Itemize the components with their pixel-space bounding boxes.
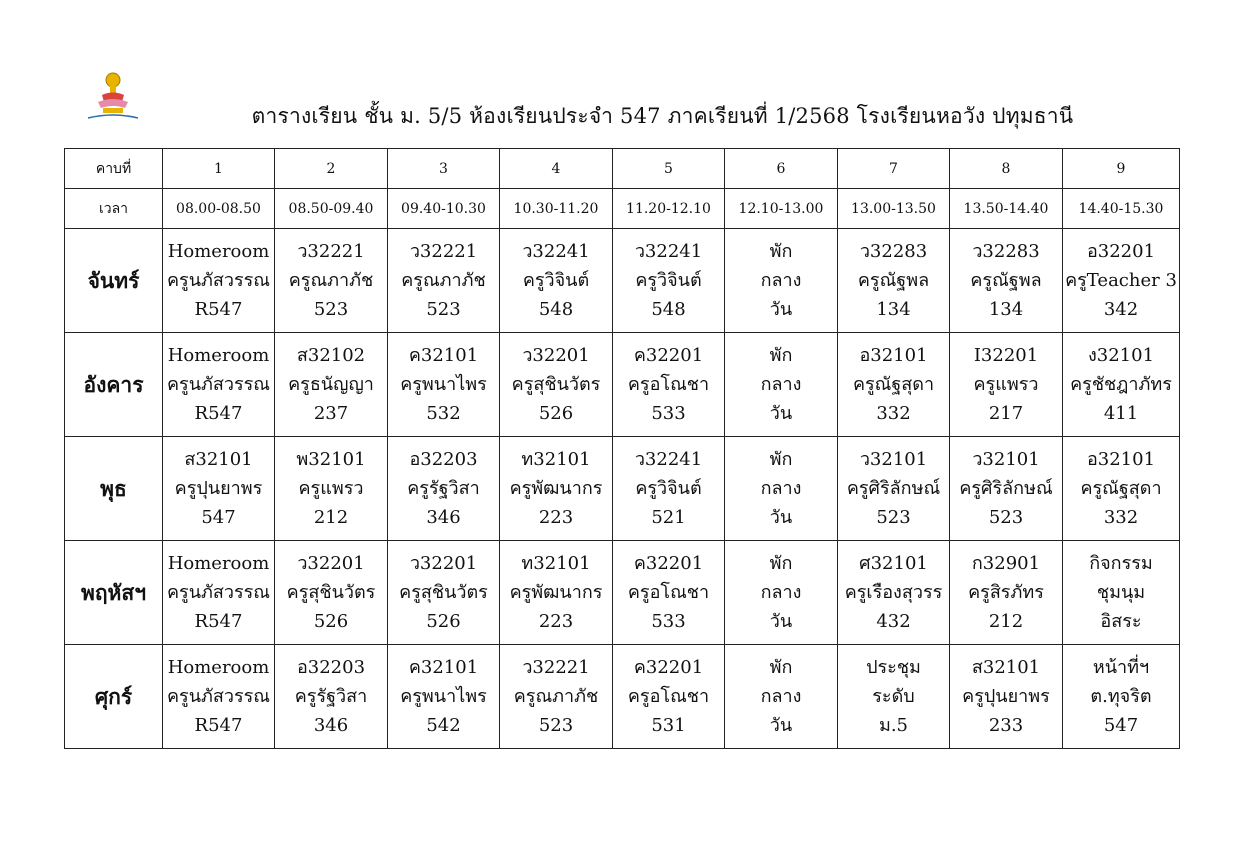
room-number: 237	[313, 403, 349, 424]
class-cell	[275, 541, 388, 645]
room-number: วัน	[769, 507, 793, 528]
room-number: 346	[313, 715, 349, 736]
period-time: 08.50-09.40	[275, 189, 388, 229]
teacher-name: ครูวิจินต์	[522, 270, 590, 291]
class-cell	[613, 541, 725, 645]
day-name: พุธ	[65, 437, 163, 541]
class-cell	[275, 333, 388, 437]
class-cell	[950, 645, 1063, 749]
subject-code: ว32241	[634, 449, 703, 470]
teacher-name: ครูณภาภัช	[401, 270, 486, 291]
subject-code: อ32101	[859, 345, 928, 366]
teacher-name: ครูสิรภัทร	[968, 582, 1044, 603]
room-number: วัน	[769, 403, 793, 424]
class-cell	[388, 333, 500, 437]
room-number: 212	[988, 611, 1024, 632]
room-number: 411	[1103, 403, 1139, 424]
room-number: วัน	[769, 299, 793, 320]
room-number: 548	[651, 299, 686, 320]
subject-code: ว32241	[522, 241, 590, 262]
class-cell	[388, 541, 500, 645]
room-number: 233	[988, 715, 1024, 736]
teacher-name: ครูอโณชา	[627, 374, 710, 395]
teacher-name: ครูนภัสวรรณ	[166, 582, 270, 603]
room-number: 547	[201, 507, 236, 528]
day-name: ศุกร์	[65, 645, 163, 749]
subject-code: Homeroom	[167, 241, 270, 262]
room-number: 533	[651, 611, 686, 632]
room-number: 523	[988, 507, 1024, 528]
subject-code: ค32101	[408, 345, 479, 366]
class-cell	[725, 333, 838, 437]
room-number: 217	[988, 403, 1024, 424]
class-cell	[163, 333, 275, 437]
period-number: 9	[1063, 149, 1180, 189]
class-cell	[613, 229, 725, 333]
subject-code: ว32283	[859, 241, 928, 262]
class-cell	[1063, 333, 1180, 437]
teacher-name: ครูTeacher 3	[1065, 270, 1177, 291]
teacher-name: ครูพัฒนากร	[509, 478, 603, 499]
class-cell	[500, 541, 613, 645]
room-number: 532	[426, 403, 461, 424]
subject-code: อ32203	[296, 657, 366, 678]
subject-code: พัก	[769, 241, 793, 262]
day-row	[65, 229, 1180, 333]
class-cell	[500, 437, 613, 541]
room-number: 523	[876, 507, 911, 528]
class-cell	[613, 437, 725, 541]
teacher-name: ครูรัฐวิสา	[407, 478, 480, 499]
room-number: ม.5	[878, 715, 909, 736]
period-time: 14.40-15.30	[1063, 189, 1180, 229]
class-cell	[275, 229, 388, 333]
room-number: 346	[426, 507, 461, 528]
teacher-name: กลาง	[760, 686, 802, 707]
teacher-name: กลาง	[760, 270, 802, 291]
class-cell	[838, 645, 950, 749]
teacher-name: ครูแพรว	[298, 478, 364, 499]
class-cell	[1063, 541, 1180, 645]
subject-code: ว32201	[522, 345, 590, 366]
subject-code: ส32101	[971, 657, 1041, 678]
teacher-name: ครูณัฐสุดา	[1080, 478, 1162, 499]
period-row	[65, 149, 1180, 189]
period-time: 13.00-13.50	[838, 189, 950, 229]
subject-code: ว32283	[972, 241, 1040, 262]
teacher-name: กลาง	[760, 582, 802, 603]
period-number: 6	[725, 149, 838, 189]
period-number: 3	[388, 149, 500, 189]
class-cell	[500, 333, 613, 437]
room-number: อิสระ	[1100, 611, 1142, 632]
room-number: 134	[988, 299, 1024, 320]
teacher-name: ครูสุชินวัตร	[399, 582, 488, 603]
class-cell	[838, 541, 950, 645]
teacher-name: ครูปุนยาพร	[962, 686, 1050, 707]
class-cell	[500, 229, 613, 333]
room-number: 542	[426, 715, 461, 736]
class-cell	[838, 437, 950, 541]
room-number: 526	[538, 403, 574, 424]
room-number: R547	[194, 299, 243, 320]
subject-code: หน้าที่ฯ	[1092, 657, 1150, 678]
class-cell	[388, 229, 500, 333]
period-number: 7	[838, 149, 950, 189]
class-cell	[725, 541, 838, 645]
teacher-name: ต.ทุจริต	[1090, 686, 1152, 707]
teacher-name: ครูนภัสวรรณ	[166, 374, 270, 395]
class-cell	[388, 645, 500, 749]
day-row	[65, 645, 1180, 749]
class-cell	[163, 541, 275, 645]
room-number: 548	[538, 299, 574, 320]
teacher-name: กลาง	[760, 374, 802, 395]
teacher-name: ครูแพรว	[973, 374, 1039, 395]
subject-code: ง32101	[1087, 345, 1155, 366]
teacher-name: ครูพัฒนากร	[509, 582, 603, 603]
subject-code: I32201	[973, 345, 1039, 366]
class-cell	[500, 645, 613, 749]
subject-code: ส32102	[296, 345, 366, 366]
period-number: 1	[163, 149, 275, 189]
teacher-name: ครูปุนยาพร	[174, 478, 263, 499]
teacher-name: ระดับ	[872, 686, 915, 707]
room-number: วัน	[769, 611, 793, 632]
period-time: 13.50-14.40	[950, 189, 1063, 229]
room-number: 526	[426, 611, 461, 632]
teacher-name: ครูอโณชา	[627, 582, 710, 603]
room-number: 223	[538, 507, 574, 528]
period-number: 5	[613, 149, 725, 189]
class-cell	[725, 437, 838, 541]
teacher-name: ครูชัชฎาภัทร	[1070, 374, 1172, 395]
page-title: ตารางเรียน ชั้น ม. 5/5 ห้องเรียนประจำ 547 ภาคเรียนที่ 1/2568 โรงเรียนหอวัง ปทุมธานี	[251, 104, 1074, 128]
class-cell	[1063, 645, 1180, 749]
teacher-name: ครูพนาไพร	[400, 686, 487, 707]
teacher-name: กลาง	[760, 478, 802, 499]
room-number: R547	[194, 611, 243, 632]
room-number: R547	[194, 715, 243, 736]
class-cell	[838, 333, 950, 437]
teacher-name: ครูณภาภัช	[513, 686, 599, 707]
room-number: R547	[194, 403, 243, 424]
class-cell	[163, 645, 275, 749]
room-number: 523	[426, 299, 461, 320]
teacher-name: ครูณัฐพล	[857, 270, 930, 291]
class-cell	[1063, 229, 1180, 333]
subject-code: กิจกรรม	[1089, 553, 1153, 574]
class-cell	[613, 333, 725, 437]
period-time: 10.30-11.20	[500, 189, 613, 229]
room-number: 223	[538, 611, 574, 632]
subject-code: Homeroom	[167, 553, 270, 574]
room-number: 134	[876, 299, 911, 320]
room-number: 332	[1103, 507, 1139, 528]
class-cell	[950, 541, 1063, 645]
subject-code: ท32101	[521, 553, 591, 574]
room-number: 531	[651, 715, 686, 736]
day-row	[65, 437, 1180, 541]
subject-code: ว32201	[409, 553, 478, 574]
subject-code: ส32101	[184, 449, 253, 470]
room-number: 533	[651, 403, 686, 424]
subject-code: ว32221	[297, 241, 365, 262]
school-logo-icon	[80, 68, 146, 126]
period-number: 4	[500, 149, 613, 189]
room-number: 523	[538, 715, 574, 736]
subject-code: ท32101	[521, 449, 591, 470]
class-cell	[725, 229, 838, 333]
room-number: 526	[313, 611, 349, 632]
teacher-name: ครูณัฐสุดา	[852, 374, 935, 395]
subject-code: ก32901	[971, 553, 1041, 574]
class-cell	[1063, 437, 1180, 541]
subject-code: ว32241	[634, 241, 703, 262]
teacher-name: ครูอโณชา	[627, 686, 710, 707]
room-number: 521	[651, 507, 686, 528]
class-cell	[838, 229, 950, 333]
teacher-name: ครูนภัสวรรณ	[166, 270, 270, 291]
teacher-name: ครูเรืองสุวรร	[844, 582, 943, 603]
class-cell	[275, 645, 388, 749]
period-time: 11.20-12.10	[613, 189, 725, 229]
subject-code: พัก	[769, 553, 793, 574]
subject-code: ค32201	[633, 553, 704, 574]
timetable	[64, 148, 1180, 749]
teacher-name: ครูสุชินวัตร	[511, 374, 601, 395]
room-number: 212	[313, 507, 349, 528]
subject-code: ศ32101	[859, 553, 928, 574]
period-header-label: คาบที่	[65, 149, 163, 189]
teacher-name: ครูศิริลักษณ์	[959, 478, 1053, 499]
room-number: 523	[313, 299, 349, 320]
class-cell	[950, 229, 1063, 333]
class-cell	[725, 645, 838, 749]
subject-code: ค32201	[633, 657, 704, 678]
subject-code: ว32221	[409, 241, 478, 262]
teacher-name: ครูณัฐพล	[970, 270, 1042, 291]
subject-code: พัก	[769, 657, 793, 678]
teacher-name: ครูนภัสวรรณ	[166, 686, 270, 707]
teacher-name: ครูสุชินวัตร	[286, 582, 376, 603]
teacher-name: ครูศิริลักษณ์	[846, 478, 941, 499]
teacher-name: ครูพนาไพร	[400, 374, 487, 395]
day-row	[65, 333, 1180, 437]
subject-code: พัก	[769, 345, 793, 366]
class-cell	[275, 437, 388, 541]
room-number: 342	[1103, 299, 1139, 320]
subject-code: Homeroom	[167, 345, 270, 366]
class-cell	[163, 437, 275, 541]
subject-code: อ32201	[1086, 241, 1156, 262]
teacher-name: ครูวิจินต์	[635, 270, 702, 291]
subject-code: ว32221	[522, 657, 590, 678]
subject-code: ว32101	[859, 449, 928, 470]
subject-code: ว32101	[972, 449, 1040, 470]
class-cell	[388, 437, 500, 541]
subject-code: อ32203	[409, 449, 478, 470]
teacher-name: ครูณภาภัช	[288, 270, 374, 291]
period-time: 12.10-13.00	[725, 189, 838, 229]
subject-code: ค32101	[408, 657, 479, 678]
subject-code: อ32101	[1086, 449, 1156, 470]
room-number: 332	[876, 403, 911, 424]
day-row	[65, 541, 1180, 645]
class-cell	[613, 645, 725, 749]
class-cell	[163, 229, 275, 333]
day-name: จันทร์	[65, 229, 163, 333]
teacher-name: ครูวิจินต์	[635, 478, 702, 499]
time-header-label: เวลา	[65, 189, 163, 229]
period-time: 09.40-10.30	[388, 189, 500, 229]
teacher-name: ครูธนัญญา	[288, 374, 374, 395]
period-time: 08.00-08.50	[163, 189, 275, 229]
day-name: พฤหัสฯ	[65, 541, 163, 645]
room-number: 547	[1103, 715, 1139, 736]
room-number: 432	[876, 611, 911, 632]
day-name: อังคาร	[65, 333, 163, 437]
subject-code: ประชุม	[866, 657, 921, 678]
subject-code: Homeroom	[167, 657, 270, 678]
teacher-name: ชุมนุม	[1096, 582, 1146, 603]
teacher-name: ครูรัฐวิสา	[294, 686, 368, 707]
period-number: 2	[275, 149, 388, 189]
time-row	[65, 189, 1180, 229]
class-cell	[950, 333, 1063, 437]
period-number: 8	[950, 149, 1063, 189]
class-cell	[950, 437, 1063, 541]
subject-code: พ32101	[296, 449, 366, 470]
subject-code: ค32201	[633, 345, 704, 366]
room-number: วัน	[769, 715, 793, 736]
subject-code: ว32201	[297, 553, 365, 574]
subject-code: พัก	[769, 449, 793, 470]
